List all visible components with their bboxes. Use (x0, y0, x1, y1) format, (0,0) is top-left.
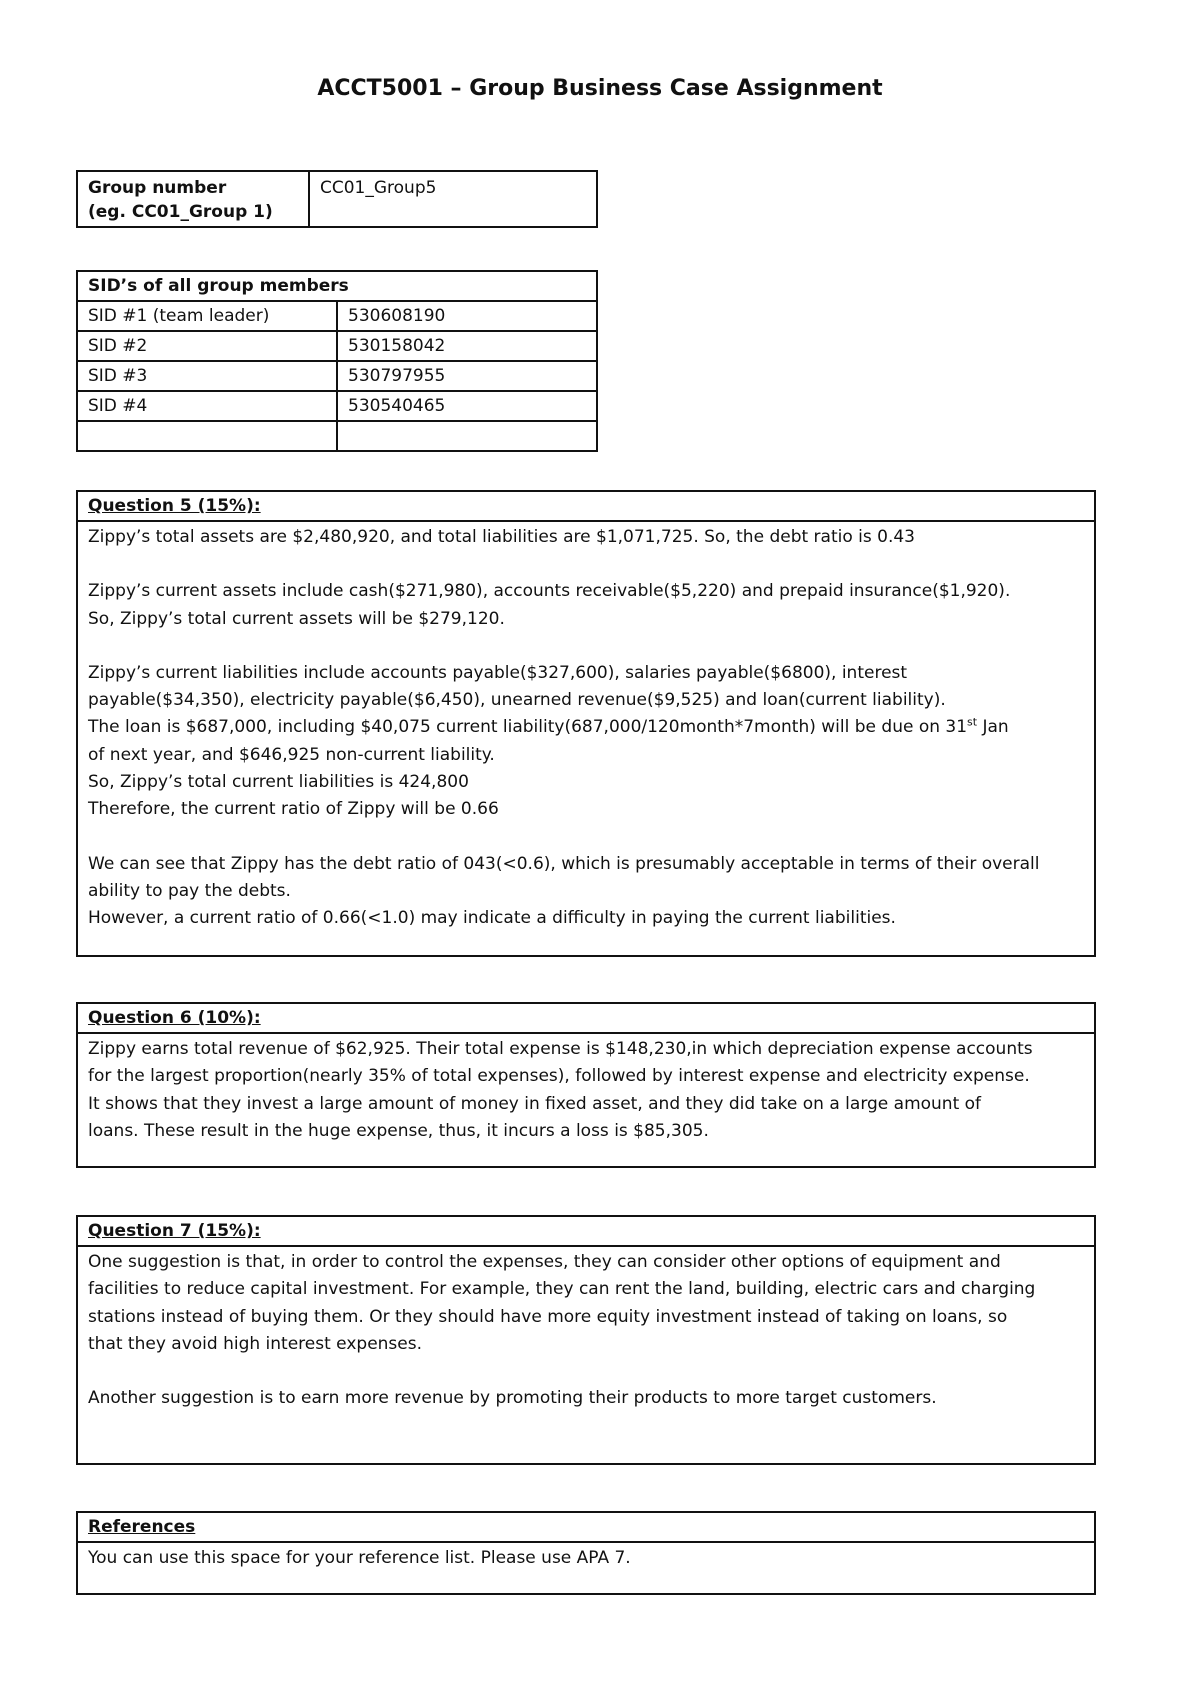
q5-line: However, a current ratio of 0.66(<1.0) may indicate a difficulty in paying the current liabilities. (88, 908, 896, 929)
references-body[interactable]: You can use this space for your reference list. Please use APA 7. (88, 1548, 631, 1568)
group-number-value[interactable]: CC01_Group5 (309, 171, 597, 227)
question-5-answer[interactable] (78, 522, 1094, 935)
question-6-header: Question 6 (10%): (78, 1004, 1094, 1034)
q5-line: Zippy’s total assets are $2,480,920, and total liabilities are $1,071,725. So, the debt ratio is 0.43 (88, 527, 915, 547)
page-title: ACCT5001 – Group Business Case Assignment (317, 76, 883, 101)
question-5-header: Question 5 (15%): (78, 492, 1094, 522)
references-header: References (78, 1513, 1094, 1543)
q5-line: Therefore, the current ratio of Zippy will be 0.66 (88, 799, 499, 820)
sid-value[interactable]: 530608190 (337, 301, 597, 331)
question-7-answer[interactable] (78, 1247, 1094, 1414)
q5-line: Zippy’s current assets include cash($271,980), accounts receivable($5,220) and prepaid insurance($1,920). (88, 581, 1011, 602)
sid-label: SID #4 (77, 391, 337, 421)
sid-value[interactable]: 530540465 (337, 391, 597, 421)
sid-label: SID #2 (77, 331, 337, 361)
sid-value-empty[interactable] (337, 421, 597, 451)
sid-label: SID #1 (team leader) (77, 301, 337, 331)
sid-value[interactable]: 530797955 (337, 361, 597, 391)
q6-line: It shows that they invest a large amount of money in fixed asset, and they did take on a large amount of (88, 1093, 982, 1114)
q5-line (88, 714, 1084, 741)
question-7-header: Question 7 (15%): (78, 1217, 1094, 1247)
table-row (77, 361, 597, 391)
table-row (77, 301, 597, 331)
table-row (77, 331, 597, 361)
q5-line: So, Zippy’s total current assets will be $279,120. (88, 608, 505, 629)
group-number-table (76, 170, 598, 228)
q5-line: We can see that Zippy has the debt ratio of 043(<0.6), which is presumably acceptable in terms of their overall (88, 853, 1040, 874)
q5-line: of next year, and $646,925 non-current liability. (88, 744, 495, 765)
q7-line: that they avoid high interest expenses. (88, 1333, 422, 1354)
q5-line: ability to pay the debts. (88, 880, 291, 901)
question-7-box (76, 1215, 1096, 1465)
group-number-label (77, 171, 309, 227)
q6-line: for the largest proportion(nearly 35% of total expenses), followed by interest expense and electricity expense. (88, 1066, 1030, 1087)
sid-label-empty[interactable] (77, 421, 337, 451)
q7-line: One suggestion is that, in order to control the expenses, they can consider other options of equipment and (88, 1252, 1001, 1272)
question-6-box (76, 1002, 1096, 1168)
group-number-label-line1: Group number (88, 178, 227, 198)
q5-loan-superscript: st (967, 715, 978, 729)
sid-table-header: SID’s of all group members (77, 271, 597, 301)
table-row (77, 391, 597, 421)
q5-line: So, Zippy’s total current liabilities is 424,800 (88, 772, 469, 793)
table-row-empty (77, 421, 597, 451)
sid-label: SID #3 (77, 361, 337, 391)
sid-value[interactable]: 530158042 (337, 331, 597, 361)
q6-line: Zippy earns total revenue of $62,925. Their total expense is $148,230,in which depreciation expense accounts (88, 1039, 1033, 1059)
references-box (76, 1511, 1096, 1595)
q7-line: facilities to reduce capital investment. For example, they can rent the land, building, electric cars and charging (88, 1279, 1036, 1300)
q5-loan-text: The loan is $687,000, including $40,075 current liability(687,000/120month*7month) will be due on 31 (88, 717, 968, 738)
q7-line: Another suggestion is to earn more revenue by promoting their products to more target customers. (88, 1388, 937, 1409)
q5-line: payable($34,350), electricity payable($6,450), unearned revenue($9,525) and loan(current liability). (88, 690, 946, 711)
group-number-label-line2: (eg. CC01_Group 1) (88, 202, 273, 222)
q5-loan-month: Jan (977, 717, 1009, 738)
q5-line: Zippy’s current liabilities include accounts payable($327,600), salaries payable($6800), interest (88, 662, 908, 683)
q6-line: loans. These result in the huge expense, thus, it incurs a loss is $85,305. (88, 1120, 709, 1141)
question-5-box (76, 490, 1096, 957)
q7-line: stations instead of buying them. Or they should have more equity investment instead of taking on loans, so (88, 1306, 1008, 1327)
sid-table (76, 270, 598, 452)
question-6-answer[interactable] (78, 1034, 1094, 1147)
